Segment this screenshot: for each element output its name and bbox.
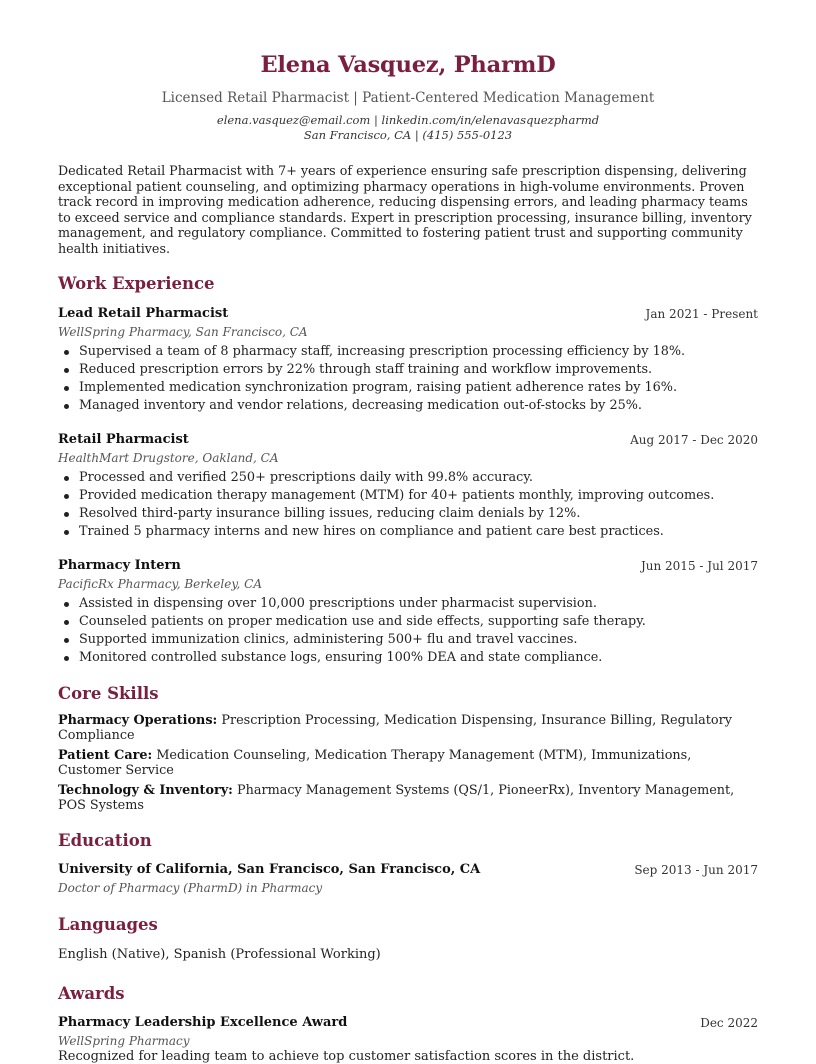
job-title: Retail Pharmacist [58, 432, 189, 447]
job-date: Jan 2021 - Present [645, 307, 758, 321]
school-name: University of California, San Francisco, San Francisco, CA [58, 862, 481, 877]
job-bullet: Resolved third-party insurance billing issues, reducing claim denials by 12%. [58, 505, 758, 523]
job-bullets [58, 469, 758, 541]
award-item [58, 1015, 758, 1064]
job-date: Aug 2017 - Dec 2020 [630, 433, 758, 447]
job-employer: WellSpring Pharmacy, San Francisco, CA [58, 325, 308, 339]
skill-group-items: Pharmacy Management Systems (QS/1, PioneerRx), Inventory Management, POS Systems [58, 783, 735, 813]
job-bullet: Reduced prescription errors by 22% through staff training and workflow improvements. [58, 361, 758, 379]
skill-group [58, 748, 758, 778]
award-title: Pharmacy Leadership Excellence Award [58, 1015, 348, 1030]
section-title-languages: Languages [58, 915, 158, 934]
job-title: Pharmacy Intern [58, 558, 181, 573]
job-bullet: Provided medication therapy management (MTM) for 40+ patients monthly, improving outcomes. [58, 487, 758, 505]
skill-group-items: Medication Counseling, Medication Therapy Management (MTM), Immunizations, Customer Service [58, 748, 692, 778]
skill-group-label: Pharmacy Operations: [58, 713, 218, 728]
job-employer: PacificRx Pharmacy, Berkeley, CA [58, 577, 262, 591]
job-title: Lead Retail Pharmacist [58, 306, 229, 321]
award-organization: WellSpring Pharmacy [58, 1034, 190, 1048]
education-item [58, 862, 758, 895]
skill-group [58, 713, 758, 743]
contact-location-phone: San Francisco, CA | (415) 555-0123 [303, 128, 513, 142]
job-bullet: Trained 5 pharmacy interns and new hires on compliance and patient care best practices. [58, 523, 758, 541]
job-bullet: Supported immunization clinics, administering 500+ flu and travel vaccines. [58, 631, 758, 649]
section-title-core-skills: Core Skills [58, 684, 159, 703]
section-title-work-experience: Work Experience [58, 274, 215, 293]
job-bullets [58, 343, 758, 415]
job-bullet: Implemented medication synchronization program, raising patient adherence rates by 16%. [58, 379, 758, 397]
job-date: Jun 2015 - Jul 2017 [640, 559, 758, 573]
candidate-name: Elena Vasquez, PharmD [260, 52, 556, 78]
degree: Doctor of Pharmacy (PharmD) in Pharmacy [58, 881, 323, 895]
award-date: Dec 2022 [700, 1016, 758, 1030]
job-bullet: Supervised a team of 8 pharmacy staff, increasing prescription processing efficiency by 18%. [58, 343, 758, 361]
job-bullet: Counseled patients on proper medication use and side effects, supporting safe therapy. [58, 613, 758, 631]
professional-tagline: Licensed Retail Pharmacist | Patient-Centered Medication Management [161, 90, 655, 106]
contact-email-linkedin: elena.vasquez@email.com | linkedin.com/in/elenavasquezpharmd [216, 113, 600, 127]
languages-list: English (Native), Spanish (Professional Working) [58, 947, 381, 962]
award-description: Recognized for leading team to achieve top customer satisfaction scores in the district. [58, 1049, 635, 1064]
skill-group-items: Prescription Processing, Medication Dispensing, Insurance Billing, Regulatory Compliance [58, 713, 732, 743]
experience-item [58, 432, 758, 541]
experience-item [58, 306, 758, 415]
job-bullets [58, 595, 758, 667]
professional-summary: Dedicated Retail Pharmacist with 7+ years of experience ensuring safe prescription dispensing, delivering exceptional patient counseling, and optimizing pharmacy operations in high-volume environments. Proven track record in improving medication adherence, reducing dispensing errors, and leading pharmacy teams to exceed service and compliance standards. Expert in prescription processing, insurance billing, inventory management, and regulatory compliance. Committed to fostering patient trust and supporting community health initiatives. [58, 163, 752, 256]
skill-group [58, 783, 758, 813]
skill-group-label: Technology & Inventory: [58, 783, 233, 798]
skill-group-label: Patient Care: [58, 748, 153, 763]
experience-item [58, 558, 758, 667]
section-title-education: Education [58, 831, 152, 850]
job-employer: HealthMart Drugstore, Oakland, CA [58, 451, 279, 465]
job-bullet: Processed and verified 250+ prescriptions daily with 99.8% accuracy. [58, 469, 758, 487]
job-bullet: Managed inventory and vendor relations, decreasing medication out-of-stocks by 25%. [58, 397, 758, 415]
job-bullet: Assisted in dispensing over 10,000 prescriptions under pharmacist supervision. [58, 595, 758, 613]
job-bullet: Monitored controlled substance logs, ensuring 100% DEA and state compliance. [58, 649, 758, 667]
section-title-awards: Awards [58, 984, 125, 1003]
education-date: Sep 2013 - Jun 2017 [634, 863, 758, 877]
